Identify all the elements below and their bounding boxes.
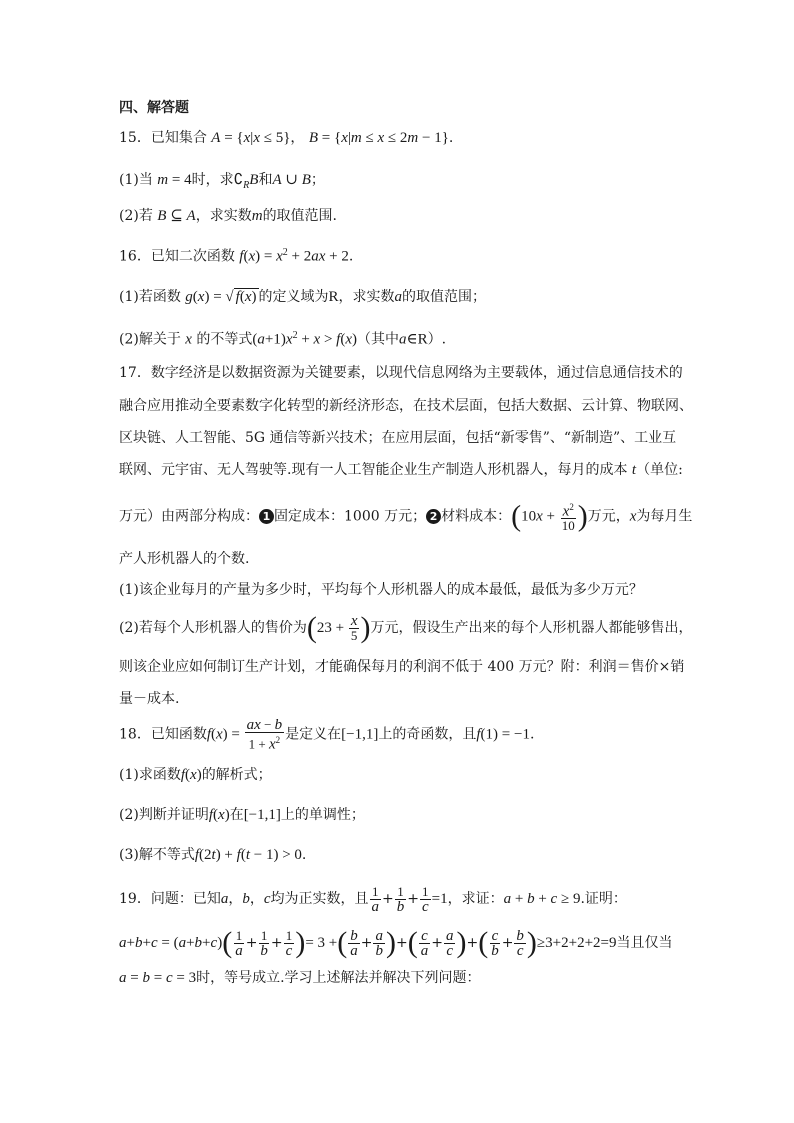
q17-line2: 融合应用推动全要素数字化转型的新经济形态，在技术层面，包括大数据、云计算、物联网、 bbox=[119, 398, 693, 414]
circled-number-2: 2 bbox=[426, 509, 441, 524]
q18-part2: (2)判断并证明f(x)在[−1,1]上的单调性； bbox=[119, 807, 365, 823]
q16-stem: 16．已知二次函数 $f(x) = x^2 + 2ax + 2$. bbox=[119, 247, 354, 265]
q17-part1: (1)该企业每月的产量为多少时，平均每个人形机器人的成本最低，最低为多少万元？ bbox=[119, 582, 643, 598]
q17-line5: 万元）由两部分构成： 1 固定成本：1000 万元； 2 材料成本：(10x + $\frac{x^2}{10}$ )万元，x为每月生 bbox=[119, 499, 693, 534]
q17-part2-line3: 量－成本. bbox=[119, 691, 180, 707]
q19-stem: 19．问题：已知a，b，c均为正实数，且 $\frac{1}{a}$ + $\frac{1}{b}$ + $\frac{1}{c}$ =1，求证：a + b + c ≥ 9.证明： bbox=[119, 883, 627, 915]
q15-part2: (2)若 B ⊆ A，求实数m的取值范围. bbox=[119, 208, 338, 224]
section-heading: 四、解答题 bbox=[119, 100, 189, 116]
fraction-x2-over-10: $\frac{x^2}{10}$ bbox=[561, 502, 575, 534]
q17-part2-line2: 则该企业应如何制订生产计划，才能确保每月的利润不低于 400 万元？附：利润＝售价×销 bbox=[119, 659, 685, 675]
q19-proof-line: a+b+c = (a+b+c)( $\frac{1}{a}$ + $\frac{1}{b}$ + $\frac{1}{c}$ )= 3 +( $\frac{b}{a}$ + $\frac{a}{b}$ )+( $\frac{c}{a}$ + $\frac{a}{c}$ )+( $\frac{c}{b}$ + $\frac{b}{c}$ )≥3+2+2+2=9当且仅当 bbox=[119, 926, 673, 959]
circled-number-1: 1 bbox=[259, 509, 274, 524]
q17-part2-line1: (2)若每个人形机器人的售价为(23 + $\frac{x}{5}$ )万元，假设生产出来的每个人形机器人都能够售出， bbox=[119, 611, 693, 644]
q18-stem: 18．已知函数f(x) = $\frac{ax - b}{1 + x^2}$ 是定义在[−1,1]上的奇函数，且f(1) = −1. bbox=[119, 717, 535, 753]
q19-line3: a = b = c = 3时，等号成立.学习上述解法并解决下列问题： bbox=[119, 970, 481, 986]
fraction-x-over-5: $\frac{x}{5}$ bbox=[350, 612, 358, 643]
q16-part2: (2)解关于 x 的不等式$(a+1)x^2 + x > f(x)$（其中a∈R）. bbox=[119, 330, 447, 348]
q15-part1: (1)当 m = 4时，求$∁_RB$和A ∪ B； bbox=[119, 172, 325, 191]
q17-line3: 区块链、人工智能、5G 通信等新兴技术；在应用层面，包括“新零售”、“新制造”、工业互 bbox=[119, 430, 677, 446]
fraction-ax-b-over-1-x2: $\frac{ax - b}{1 + x^2}$ bbox=[246, 717, 283, 753]
q18-part3: (3)解不等式f(2t) + f(t − 1) > 0. bbox=[119, 847, 307, 863]
q15-stem: 15．已知集合 A = {x|x ≤ 5}， B = {x|m ≤ x ≤ 2m − 1}. bbox=[119, 130, 454, 146]
q17-line1: 17．数字经济是以数据资源为关键要素，以现代信息网络为主要载体，通过信息通信技术的 bbox=[119, 365, 683, 381]
q17-line4: 联网、元宇宙、无人驾驶等.现有一人工智能企业生产制造人形机器人，每月的成本 t（单位: bbox=[119, 462, 683, 478]
q17-line6: 产人形机器人的个数. bbox=[119, 551, 250, 567]
q18-part1: (1)求函数f(x)的解析式； bbox=[119, 767, 272, 783]
q16-part1: (1)若函数 g(x) = √ f(x) 的定义域为R，求实数a的取值范围； bbox=[119, 289, 487, 305]
